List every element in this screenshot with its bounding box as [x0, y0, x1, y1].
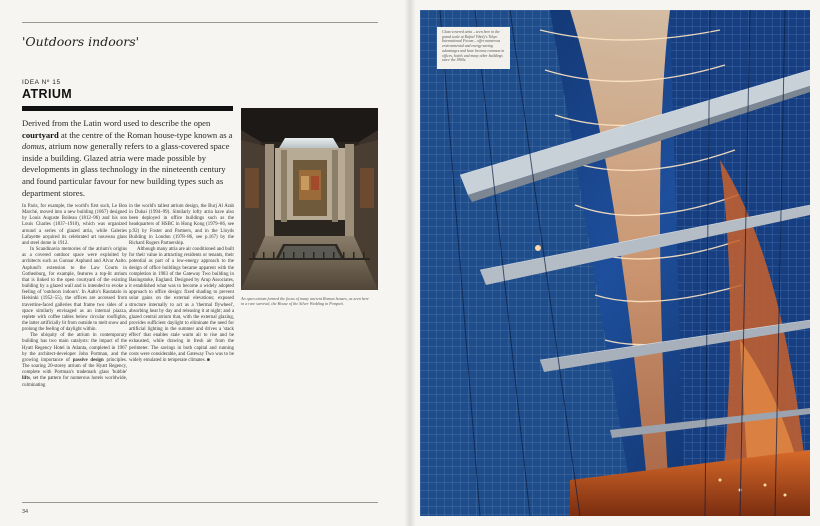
col1-p3-bold-term-2: lifts	[22, 376, 30, 382]
intro-bold-term: courtyard	[22, 129, 59, 140]
col1-paragraph-1: In Paris, for example, the world's first such, Le Bon Marché, moved into a new building (1867) designed by Louis Auguste Boileau (1812–96) and his son Louis Charles (1837–1910), which was organized around a series of glazed atria, while Galeries Lafayette acquired its celebrated art nouveau glass and steel dome in 1912.	[22, 204, 127, 246]
col1-p3-text-3: , set the pattern for numerous hotels worldwide, culminating	[22, 376, 127, 388]
col1-p3-text-1: The ubiquity of the atrium in contemporary building has two main catalysts: the impact of the Hyatt Regency Hotel in Atlanta, completed in 1967 by the architect-developer John Portman, and the growing importance of	[22, 333, 127, 363]
col2-paragraph-1: in the world's tallest atrium design, the Burj Al Arab in Dubai (1994–99). Similarly lofty atria have also been deployed in office buildings such as the headquarters of HSBC in Hong Kong (1979–86, see p.92) by Foster and Partners, and in the Lloyds Building in London (1978–86, see p.167) by the Richard Rogers Partnership.	[129, 204, 234, 246]
bottom-rule	[22, 502, 378, 503]
heading-bar	[22, 106, 233, 111]
intro-text-2: at the centre of the Roman house-type known as a	[58, 129, 233, 140]
body-column-2	[129, 204, 234, 364]
book-gutter	[404, 0, 416, 526]
idea-label: IDEA Nº 15	[22, 79, 61, 86]
col2-paragraph-2	[129, 247, 234, 364]
idea-heading: ATRIUM	[22, 87, 73, 101]
end-mark-icon: ■	[206, 357, 210, 363]
section-title: 'Outdoors indoors'	[22, 34, 140, 49]
intro-italic-term: domus	[22, 141, 45, 152]
col1-p3-bold-term: passive design	[72, 357, 104, 363]
col1-p3-text-2: principles. The soaring 20-storey atrium of the Hyatt Regency, complete with Portman's trademark glass 'bubble'	[22, 357, 127, 376]
photo-caption-small: An open atrium formed the focus of many ancient Roman houses, as seen here in a rare survival, the House of the Silver Wedding in Pompeii.	[241, 296, 369, 307]
top-rule	[22, 22, 378, 23]
pompeii-atrium-illustration	[241, 108, 378, 290]
tokyo-forum-atrium-photo	[420, 10, 810, 516]
glass-atrium-illustration	[420, 10, 810, 516]
col2-p2-text: Although many atria are air conditioned and built for their value in attracting residents or tenants, their potential as part of a low-energy approach to the design of office buildings became apparent with the completion in 1983 of the Gateway Two building in Basingstoke, England. Designed by Arup Associates, it established what was to become a widely adopted approach to office design: fixed shading to prevent solar gains on the external elevations; exposed structure internally to act as a 'thermal flywheel', absorbing heat by day and releasing it at night; and a glazed central atrium that, with the external glazing, provides sufficient daylight to eliminate the need for artificial lighting in the summer and drives a 'stack effect' that enables stale warm air to rise and be exhausted, while drawing in fresh air from the perimeter. The savings in both capital and running costs were considerable, and Gateway Two was to be widely emulated in temperate climates.	[129, 247, 234, 363]
photo-caption-large: Glass-covered atria – seen here in the grand scale at Rafael Viñoly's Tokyo International Forum – offer numerous environmental and energy-saving advantages and have become common in offices, hotels and many other buildings since the 1960s.	[437, 27, 510, 69]
pompeii-house-photo	[241, 108, 378, 290]
intro-paragraph	[22, 118, 236, 199]
body-column-1	[22, 204, 127, 389]
col1-paragraph-3	[22, 333, 127, 388]
page-number: 34	[22, 509, 29, 515]
col1-paragraph-2: In Scandinavia memories of the atrium's origins as a covered outdoor space were exploited by architects such as Gunnar Asplund and Alvar Aalto. Asplund's extension to the Law Courts in Gothenburg, for example, features a top-lit atrium that is linked to the open courtyard of the existing building by a glazed wall and is intended to evoke a feeling of 'outdoors indoors'. In Aalto's Rautatalo in Helsinki (1952–55), the offices are accessed from travertine-faced galleries that frame two sides of a space similarly envisaged as an internal piazza, replete with coffee tables below circular rooflights, the latter artificially lit from outside to melt snow and prolong the feeling of daylight within.	[22, 247, 127, 333]
intro-text-1: Derived from the Latin word used to describe the open	[22, 118, 211, 128]
intro-text-3: , atrium now generally refers to a glass-covered space inside a building. Glazed atria were made possible by developments in glass technology in the nineteenth century and found particular favour for new building types such as department stores.	[22, 141, 230, 198]
